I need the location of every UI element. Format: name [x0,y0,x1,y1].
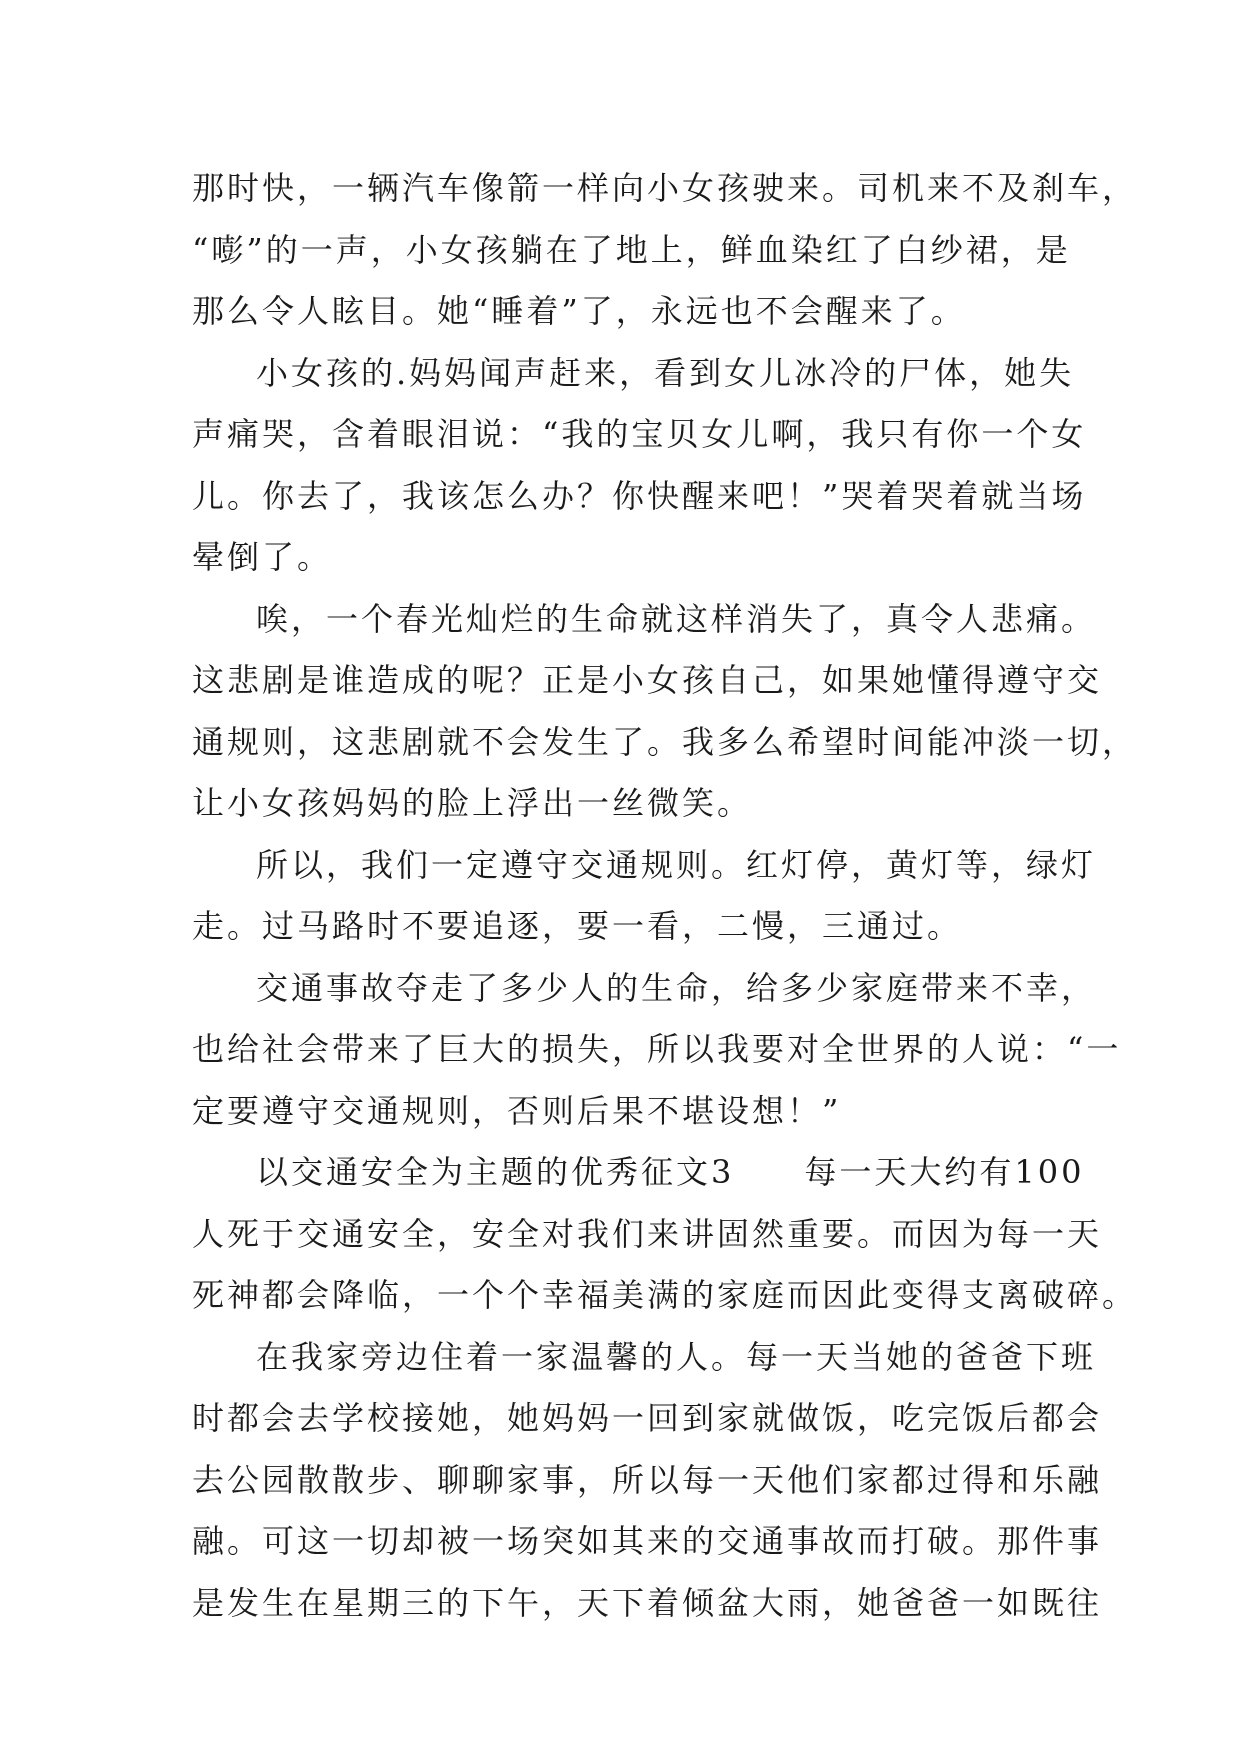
text-line: 这悲剧是谁造成的呢？正是小女孩自己，如果她懂得遵守交 [192,661,1103,699]
text-line: 声痛哭，含着眼泪说：“我的宝贝女儿啊，我只有你一个女 [192,415,1087,453]
text-line: 那么令人眩目。她“睡着”了，永远也不会醒来了。 [192,292,966,330]
text-line: “嘭”的一声，小女孩躺在了地上，鲜血染红了白纱裙，是 [192,230,1071,269]
text-line: 是发生在星期三的下午，天下着倾盆大雨，她爸爸一如既往 [192,1583,1103,1622]
text-line: 融。可这一切却被一场突如其来的交通事故而打破。那件事 [192,1522,1103,1560]
body-text [192,158,1138,1634]
text-line: 让小女孩妈妈的脸上浮出一丝微笑。 [192,784,753,822]
text-line: 通规则，这悲剧就不会发生了。我多么希望时间能冲淡一切， [192,722,1138,761]
text-line: 走。过马路时不要追逐，要一看，二慢，三通过。 [192,907,963,945]
text-line: 小女孩的.妈妈闻声赶来，看到女儿冰冷的尸体，她失 [256,353,1075,392]
text-line: 唉，一个春光灿烂的生命就这样消失了，真令人悲痛。 [256,599,1097,638]
text-line: 去公园散散步、聊聊家事，所以每一天他们家都过得和乐融 [192,1460,1103,1499]
text-line: 也给社会带来了巨大的损失，所以我要对全世界的人说：“一 [192,1030,1122,1068]
text-line: 死神都会降临，一个个幸福美满的家庭而因此变得支离破碎。 [192,1276,1138,1314]
text-line: 人死于交通安全，安全对我们来讲固然重要。而因为每一天 [192,1214,1103,1253]
text-line: 晕倒了。 [192,538,333,576]
text-line: 交通事故夺走了多少人的生命，给多少家庭带来不幸， [256,968,1097,1007]
text-line: 以交通安全为主题的优秀征文3 每一天大约有100 [256,1153,1085,1191]
text-line: 那时快，一辆汽车像箭一样向小女孩驶来。司机来不及刹车， [192,169,1138,207]
text-line: 定要遵守交通规则，否则后果不堪设想！” [192,1091,842,1130]
text-line: 在我家旁边住着一家温馨的人。每一天当她的爸爸下班 [256,1337,1097,1376]
text-line: 儿。你去了，我该怎么办？你快醒来吧！”哭着哭着就当场 [192,476,1087,515]
text-line: 时都会去学校接她，她妈妈一回到家就做饭，吃完饭后都会 [192,1399,1103,1437]
text-line: 所以，我们一定遵守交通规则。红灯停，黄灯等，绿灯 [256,845,1097,884]
